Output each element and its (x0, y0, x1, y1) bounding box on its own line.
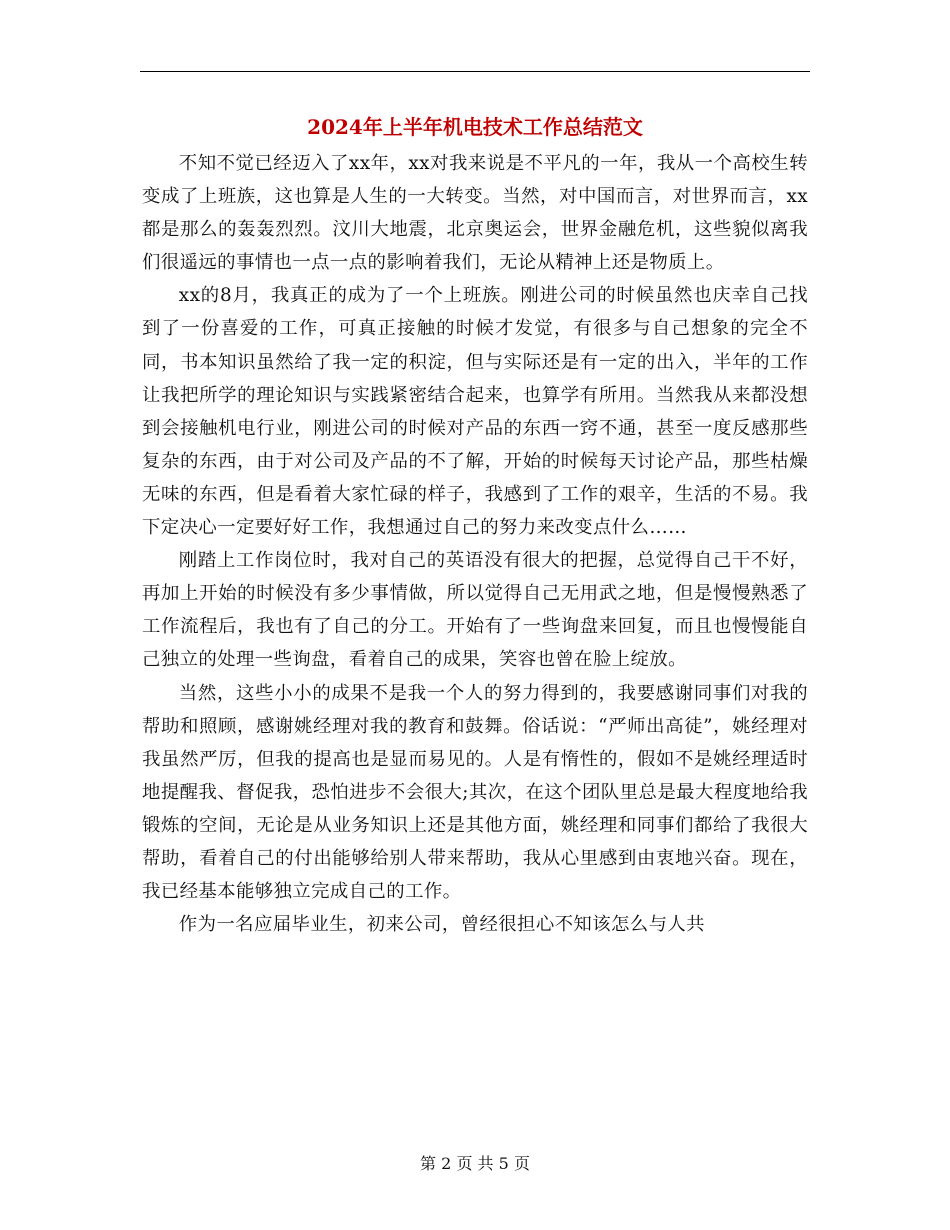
paragraph-4: 当然，这些小小的成果不是我一个人的努力得到的，我要感谢同事们对我的帮助和照顾，感谢姚经理对我的教育和鼓舞。俗话说：“严师出高徒”，姚经理对我虽然严厉，但我的提高也是显而易见的。人是有惰性的，假如不是姚经理适时地提醒我、督促我，恐怕进步不会很大;其次，在这个团队里总是最大程度地给我锻炼的空间，无论是从业务知识上还是其他方面，姚经理和同事们都给了我很大帮助，看着自己的付出能够给别人带来帮助，我从心里感到由衷地兴奋。现在，我已经基本能够独立完成自己的工作。 (142, 682, 808, 903)
paragraph-2: xx的8月，我真正的成为了一个上班族。刚进公司的时候虽然也庆幸自己找到了一份喜爱的工作，可真正接触的时候才发觉，有很多与自己想象的完全不同，书本知识虽然给了我一定的积淀，但与实际还是有一定的出入，半年的工作让我把所学的理论知识与实践紧密结合起来，也算学有所用。当然我从来都没想到会接触机电行业，刚进公司的时候对产品的东西一窍不通，甚至一度反感那些复杂的东西，由于对公司及产品的不了解，开始的时候每天讨论产品，那些枯燥无味的东西，但是看着大家忙碌的样子，我感到了工作的艰辛，生活的不易。我下定决心一定要好好工作，我想通过自己的努力来改变点什么…… (142, 285, 808, 539)
footer-label-unit: 页 (456, 1154, 473, 1173)
footer-label-unit2: 页 (513, 1154, 530, 1173)
paragraph-3: 刚踏上工作岗位时，我对自己的英语没有很大的把握，总觉得自己干不好，再加上开始的时候没有多少事情做，所以觉得自己无用武之地，但是慢慢熟悉了工作流程后，我也有了自己的分工。开始有了一些询盘来回复，而且也慢慢能自己独立的处理一些询盘，看着自己的成果，笑容也曾在脸上绽放。 (142, 550, 808, 671)
paragraph-1: 不知不觉已经迈入了xx年，xx对我来说是不平凡的一年，我从一个高校生转变成了上班族，这也算是人生的一大转变。当然，对中国而言，对世界而言，xx都是那么的轰轰烈烈。汶川大地震，北京奥运会，世界金融危机，这些貌似离我们很遥远的事情也一点一点的影响着我们，无论从精神上还是物质上。 (142, 153, 808, 274)
page-number-footer (140, 1152, 810, 1176)
footer-label-page: 第 (420, 1154, 437, 1173)
footer-label-total: 共 (477, 1154, 494, 1173)
document-title: 2024年上半年机电技术工作总结范文 (307, 115, 643, 139)
header-rule (140, 71, 810, 72)
paragraph-5: 作为一名应届毕业生，初来公司，曾经很担心不知该怎么与人共 (178, 914, 705, 936)
document-body (142, 147, 808, 941)
footer-total-pages: 5 (498, 1154, 509, 1173)
footer-current-page: 2 (441, 1154, 452, 1173)
